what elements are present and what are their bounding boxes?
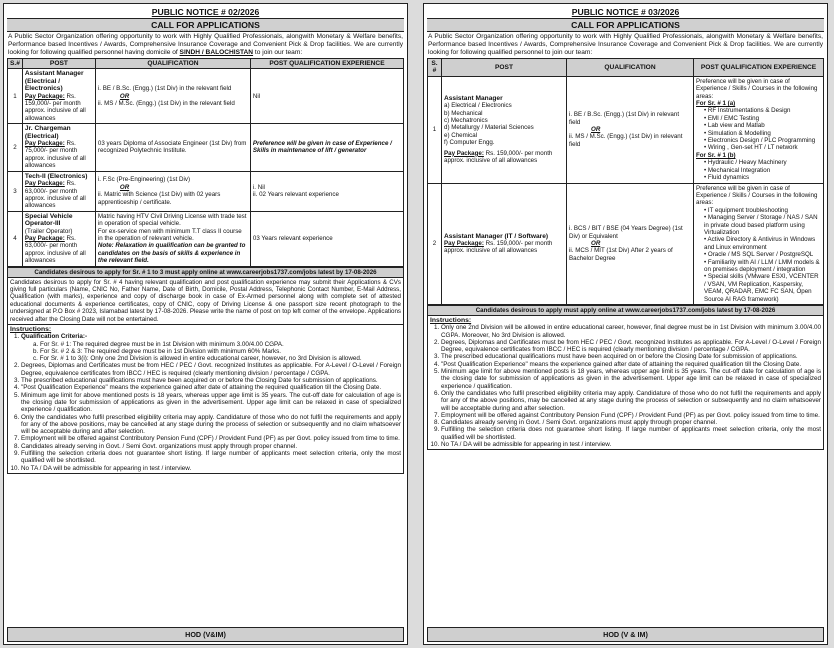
table-row [8, 124, 404, 171]
row-sr: 2 [428, 183, 442, 305]
apply-online-note: Candidates desirous to apply must apply online at www.careerjobs1737.com/jobs latest by 17-08-2026 [427, 305, 824, 316]
table-row [8, 69, 404, 124]
instruction-item: 7. Employment will be offered against Contributory Pension Fund (CPF) / Provident Fund (PF) as per Govt. policy issued from time to time. [21, 435, 401, 442]
instructions [427, 316, 824, 450]
row-post: Assistant Manager (IT / Software) Pay Package: Rs. 159,000/- per month approx. inclusive of all allowances [442, 183, 567, 305]
row-post: Assistant Manager a) Electrical / Electronics b) Mechanical c) Mechatronics d) Metallurgy / Material Sciences e) Chemical f) Computer Engg. Pay Package: Rs. 159,000/- per month approx. inclusive of all allowances [442, 76, 567, 183]
criteria-item: a. For Sr. # 1: The required degree must be in 1st Division with minimum 3.00/4.00 CGPA. [33, 340, 284, 348]
instruction-item: 4. "Post Qualification Experience" means the experience gained after date of attaining the required qualification till the Closing Date. [441, 361, 821, 368]
row-experience: 03 Years relevant experience [250, 211, 403, 266]
instruction-item: 6. Only the candidates who fulfil prescribed eligibility criteria may apply. Candidature of those who do not fulfil the requirements and apply for any of the above positions, may be cancelled at any stage during the process of selection or subsequently and no claim whatsoever will be acceptable during and after selection. [441, 390, 821, 412]
row-experience: Preference will be given in case of Experience / Skills in maintenance of lift / generator [250, 124, 403, 171]
row-post: Special Vehicle Operator-III (Trailer Operator) Pay Package: Rs. 63,000/- per month approx. inclusive of all allowances [22, 211, 95, 266]
row-post: Tech-II (Electronics) Pay Package: Rs. 63,000/- per month approx. inclusive of all allowances [22, 171, 95, 211]
notice-title: PUBLIC NOTICE # 02/2026 [151, 7, 260, 17]
col-post: POST [22, 59, 95, 69]
instructions [7, 325, 404, 474]
row-experience: Preference will be given in case of Experience / Skills / Courses in the following areas: For Sr. # 1 (a) • RF Instrumentations & Design • EMI / EMC Testing • Lab view and Matlab • Simulation & Modelling • Electronics Design / PLC Programming • Wiring , Gen-set HT / LT network For Sr. # 1 (b) • Hydraulic / Heavy Machinery • Mechanical Integration • Fluid dynamics [694, 76, 824, 183]
col-experience: POST QUALIFICATION EXPERIENCE [250, 59, 403, 69]
row-experience: i. Nil ii. 02 Years relevant experience [250, 171, 403, 211]
col-qualification: QUALIFICATION [95, 59, 250, 69]
table-row [428, 183, 824, 305]
signatory: HOD (V & IM) [427, 627, 824, 642]
public-notice-02 [3, 3, 408, 645]
instruction-item: 2. Degrees, Diplomas and Certificates must be from HEC / PEC / Govt. recognized Institutes as applicable. For A-Level / O-Level / Foreign Degree, equivalence certificates from IBCC / HEC is required (clearly mentioning division / percentage / CGPA. [21, 362, 401, 377]
instruction-item: 10. No TA / DA will be admissible for appearing in test / interview. [21, 465, 401, 472]
row-experience: Preference will be given in case of Experience / Skills / Courses in the following areas: • IT equipment troubleshooting • Managing Server / Storage / NAS / SAN in private cloud based platform using Virtualization • Active Directory & Antivirus in Windows and Linux environment • Oracle / MS SQL Server / PostgreSQL • Familiarity with AI / LLM / LMM models & on premises deployment / integration • Special skills (VMware ESXI, VCENTER / VSAN, VM Replication, Kaspersky, VEAM, QRADAR, EMC FC SAN, Open Source AI RAG framework) [694, 183, 824, 305]
table-row [8, 211, 404, 266]
instruction-item: 1. Only one 2nd Division will be allowed in entire educational career, however, final degree must be in 1st Division with minimum 3.00/4.00 CGPA. Moreover, No 3rd Division is allowed. [441, 324, 821, 339]
notice-subtitle: CALL FOR APPLICATIONS [7, 18, 404, 32]
posts-table [427, 58, 824, 305]
row-qualification: 03 years Diploma of Associate Engineer (1st Div) from recognized Polytechnic Institute. [95, 124, 250, 171]
row-qualification: i. BE / B.Sc. (Engg.) (1st Div) in the relevant field OR ii. MS / M.Sc. (Engg.) (1st Div) in the relevant field [95, 69, 250, 124]
col-experience: POST QUALIFICATION EXPERIENCE [694, 59, 824, 77]
notice-intro: A Public Sector Organization offering opportunity to work with Highly Qualified Professionals, alongwith Monetary & Welfare benefits, Performance based Incentives / Awards, Comprehensive Insurance Coverage and Convenient Pick & Drop facilities. We are currently looking for following qualified personnel having domicile of SINDH / BALOCHISTAN to join our team: [8, 33, 403, 56]
criteria-item: c. For Sr. # 1 to 3(i): Only one 2nd Division is allowed in entire educational career, however, no 3rd Division is allowed. [33, 355, 362, 363]
row-qualification: Matric having HTV Civil Driving License with trade test in operation of special vehicle. For ex-service men with minimum T.T class II course in the operation of relevant vehicle. Note: Relaxation in qualification can be granted to candidates on the basis of skills & experience in the relevant field. [95, 211, 250, 266]
row-sr: 3 [8, 171, 23, 211]
instruction-item: 3. The prescribed educational qualifications must have been acquired on or before the Closing Date for submission of applications. [21, 377, 401, 384]
row-post: Assistant Manager (Electrical / Electronics) Pay Package: Rs. 159,000/- per month approx. inclusive of all allowances [22, 69, 95, 124]
instruction-item: 5. Minimum age limit for above mentioned posts is 18 years, whereas upper age limit is 35 years. The cut-off date for calculation of age is the closing date for submission of applications as given in the advertisement. Upper age limit can be relaxed in case of specialized experience / qualification. [21, 392, 401, 414]
postal-application-note: Candidates desirous to apply for Sr. # 4 having relevant qualification and post qualification experience may submit their Applications & CVs giving full particulars (Name, CNIC No, Father Name, Date of Birth, Domicile, Postal Address, Telephonic Contact Number, E-Mail Address, Qualification (with marks), experience and copy of discharge book in case of Ex-Armed personnel along with complete set of attested educational documents & experience certificates, copy of CNIC, copy of Driving License & one passport size recent photograph to the undersigned at P.O Box # 2023, Islamabad latest by 17-08-2026. Please write the name of post on top left corner of the envelope. Applications received after the Closing Date will not be entertained. [7, 278, 404, 325]
signatory: HOD (V&IM) [7, 627, 404, 642]
row-qualification: i. BE / B.Sc. (Engg.) (1st Div) in relevant field OR ii. MS / M.Sc. (Engg.) (1st Div) in relevant field [567, 76, 694, 183]
row-qualification: i. BCS / BIT / BSE (04 Years Degree) (1st Div) or Equivalent OR ii. MCS / MIT (1st Div) After 2 years of Bachelor Degree [567, 183, 694, 305]
notice-subtitle: CALL FOR APPLICATIONS [427, 18, 824, 32]
criteria-item: b. For Sr. # 2 & 3: The required degree must be in 1st Division with minimum 60% Marks. [33, 347, 282, 355]
instruction-item: 1. Qualification Criteria:- a. For Sr. # 1: The required degree must be in 1st Division with minimum 3.00/4.00 CGPA. b. For Sr. # 2 & 3: The required degree must be in 1st Division with minimum 60% Marks. c. For Sr. # 1 to 3(i): Only one 2nd Division is allowed in entire educational career, however, no 3rd Division is allowed. [21, 333, 401, 362]
instruction-item: 7. Employment will be offered against Contributory Pension Fund (CPF) / Provident Fund (PF) as per Govt. policy issued from time to time. [441, 412, 821, 419]
notice-title: PUBLIC NOTICE # 03/2026 [571, 7, 680, 17]
col-sr: S. # [428, 59, 442, 77]
row-sr: 1 [428, 76, 442, 183]
instruction-item: 2. Degrees, Diplomas and Certificates must be from HEC / PEC / Govt. recognized Institutes as applicable. For A-Level / O-Level / Foreign Degree, equivalence certificates from IBCC / HEC is required (clearly mentioning division / percentage / CGPA. [441, 339, 821, 354]
notice-intro: A Public Sector Organization offering opportunity to work with Highly Qualified Professionals, alongwith Monetary & Welfare benefits, Performance based Incentives / Awards, Comprehensive Insurance Coverage and Convenient Pick & Drop facilities. We are currently looking for following qualified personnel to join our team: [428, 33, 823, 56]
instruction-item: 10. No TA / DA will be admissible for appearing in test / interview. [441, 441, 821, 448]
col-sr: S.# [8, 59, 23, 69]
instruction-item: 4. "Post Qualification Experience" means the experience gained after date of attaining the required qualification till the Closing Date. [21, 384, 401, 391]
row-sr: 4 [8, 211, 23, 266]
apply-online-note: Candidates desirous to apply for Sr. # 1 to 3 must apply online at www.careerjobs1737.com/jobs latest by 17-08-2026 [7, 267, 404, 278]
instruction-item: 3. The prescribed educational qualifications must have been acquired on or before the Closing Date for submission of applications. [441, 353, 821, 360]
instructions-title: Instructions: [430, 317, 472, 324]
row-experience: Nil [250, 69, 403, 124]
instruction-item: 8. Candidates already serving in Govt. / Semi Govt. organizations must apply through proper channel. [441, 419, 821, 426]
public-notice-03 [423, 3, 828, 645]
table-row [8, 171, 404, 211]
instructions-title: Instructions: [10, 326, 52, 333]
row-post: Jr. Chargeman (Electrical) Pay Package: Rs. 75,000/- per month approx. inclusive of all allowances [22, 124, 95, 171]
col-post: POST [442, 59, 567, 77]
row-qualification: i. F.Sc (Pre-Engineering) (1st Div) OR ii. Matric with Science (1st Div) with 02 years apprenticeship / certificate. [95, 171, 250, 211]
posts-table [7, 58, 404, 267]
instruction-item: 9. Fulfilling the selection criteria does not guarantee short listing. If large number of applicants meet selection criteria, only the most qualified will be shortlisted. [441, 426, 821, 441]
table-row [428, 76, 824, 183]
instruction-item: 5. Minimum age limit for above mentioned posts is 18 years, whereas upper age limit is 35 years. The cut-off date for calculation of age is the closing date for submission of applications as given in the advertisement. Upper age limit can be relaxed in case of specialized experience / qualification. [441, 368, 821, 390]
instruction-item: 9. Fulfilling the selection criteria does not guarantee short listing. If large number of applicants meet selection criteria, only the most qualified will be shortlisted. [21, 450, 401, 465]
col-qualification: QUALIFICATION [567, 59, 694, 77]
row-sr: 2 [8, 124, 23, 171]
instruction-item: 8. Candidates already serving in Govt. / Semi Govt. organizations must apply through proper channel. [21, 443, 401, 450]
instruction-item: 6. Only the candidates who fulfil prescribed eligibility criteria may apply. Candidature of those who do not fulfil the requirements and apply for any of the above positions, may be cancelled at any stage during the process of selection or subsequently and no claim whatsoever will be acceptable during and after selection. [21, 414, 401, 436]
row-sr: 1 [8, 69, 23, 124]
